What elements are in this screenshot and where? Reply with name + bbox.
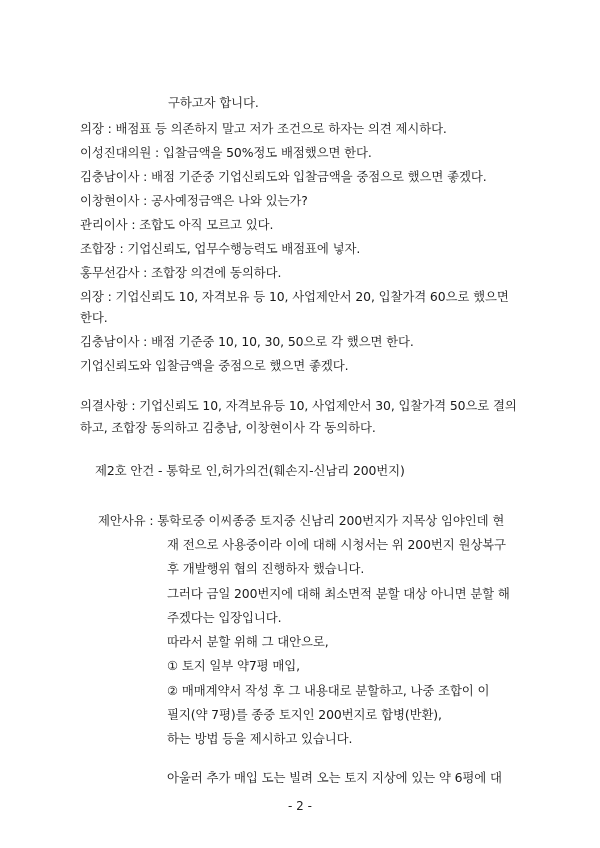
minutes-line: 의장 : 배점표 등 의존하지 말고 저가 조건으로 하자는 의견 제시하다.	[80, 121, 447, 136]
minutes-line: 홍무선감사 : 조합장 의견에 동의하다.	[80, 265, 282, 280]
agenda-title: 제2호 안건 - 통학로 인,허가의건(훼손지-신남리 200번지)	[95, 463, 405, 478]
proposal-line: ② 매매계약서 작성 후 그 내용대로 분할하고, 나중 조합이 이	[167, 683, 490, 698]
proposal-line: 후 개발행위 협의 진행하자 했습니다.	[167, 561, 365, 576]
closing-line: 아울러 추가 매입 도는 빌려 오는 토지 지상에 있는 약 6평에 대	[167, 770, 502, 785]
minutes-line: 의장 : 기업신뢰도 10, 자격보유 등 10, 사업제안서 20, 입찰가격 60으로 했으면	[80, 289, 509, 304]
proposal-line: 따라서 분할 위해 그 대안으로,	[167, 634, 329, 649]
minutes-line: 한다.	[80, 310, 108, 325]
proposal-line: 그러다 금일 200번지에 대해 최소면적 분할 대상 아니면 분할 해	[167, 586, 510, 601]
proposal-line: 재 전으로 사용중이라 이에 대해 시청서는 위 200번지 원상복구	[167, 537, 506, 552]
resolution-line: 의결사항 : 기업신뢰도 10, 자격보유등 10, 사업제안서 30, 입찰가격 50으로 결의	[80, 398, 517, 413]
resolution-line: 하고, 조합장 동의하고 김충남, 이창현이사 각 동의하다.	[80, 420, 376, 435]
minutes-line: 구하고자 합니다.	[168, 95, 259, 110]
minutes-line: 이성진대의원 : 입찰금액을 50%정도 배점했으면 한다.	[80, 145, 372, 160]
proposal-line: 하는 방법 등을 제시하고 있습니다.	[167, 731, 353, 746]
proposal-line: 필지(약 7평)를 종중 토지인 200번지로 합병(반환),	[167, 707, 442, 722]
minutes-line: 기업신뢰도와 입찰금액을 중점으로 했으면 좋겠다.	[80, 358, 349, 373]
proposal-line: 주겠다는 입장입니다.	[167, 610, 282, 625]
proposal-line: 제안사유 : 통학로중 이씨종중 토지중 신남리 200번지가 지목상 임야인데 현	[98, 513, 505, 528]
minutes-line: 김충남이사 : 배점 기준중 10, 10, 30, 50으로 각 했으면 한다.	[80, 334, 414, 349]
minutes-line: 김충남이사 : 배점 기준중 기업신뢰도와 입찰금액을 중점으로 했으면 좋겠다.	[80, 169, 487, 184]
proposal-line: ① 토지 일부 약7평 매입,	[167, 658, 300, 673]
minutes-line: 조합장 : 기업신뢰도, 업무수행능력도 배점표에 넣자.	[80, 241, 361, 256]
minutes-line: 이창현이사 : 공사예정금액은 나와 있는가?	[80, 193, 308, 208]
page-number: - 2 -	[288, 799, 312, 813]
minutes-line: 관리이사 : 조합도 아직 모르고 있다.	[80, 217, 274, 232]
